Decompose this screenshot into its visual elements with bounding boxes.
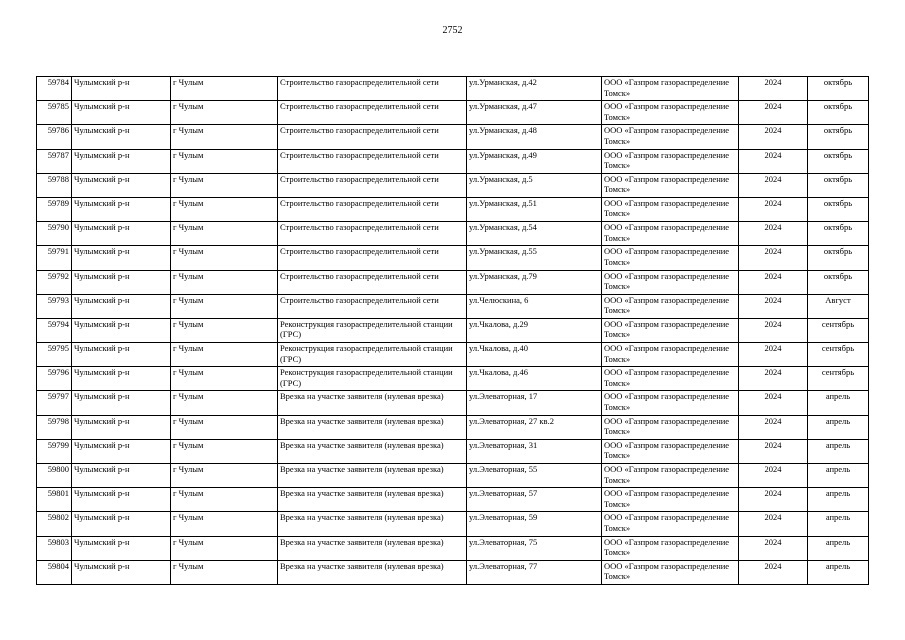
cell-organization: ООО «Газпром газораспределение Томск»	[602, 536, 739, 560]
registry-table	[36, 76, 869, 585]
cell-organization: ООО «Газпром газораспределение Томск»	[602, 391, 739, 415]
table-row	[37, 512, 869, 536]
cell-number: 59786	[37, 125, 72, 149]
cell-year: 2024	[739, 488, 808, 512]
cell-district: Чулымский р-н	[72, 560, 171, 584]
cell-organization: ООО «Газпром газораспределение Томск»	[602, 512, 739, 536]
cell-work-type: Строительство газораспределительной сети	[278, 246, 467, 270]
cell-locality: г Чулым	[171, 560, 278, 584]
cell-year: 2024	[739, 439, 808, 463]
cell-year: 2024	[739, 512, 808, 536]
cell-month: октябрь	[808, 270, 869, 294]
cell-district: Чулымский р-н	[72, 101, 171, 125]
cell-number: 59788	[37, 173, 72, 197]
cell-year: 2024	[739, 536, 808, 560]
cell-district: Чулымский р-н	[72, 77, 171, 101]
cell-district: Чулымский р-н	[72, 439, 171, 463]
cell-month: сентябрь	[808, 367, 869, 391]
cell-locality: г Чулым	[171, 222, 278, 246]
cell-district: Чулымский р-н	[72, 222, 171, 246]
cell-month: апрель	[808, 391, 869, 415]
cell-address: ул.Урманская, д.55	[467, 246, 602, 270]
cell-locality: г Чулым	[171, 125, 278, 149]
cell-month: апрель	[808, 560, 869, 584]
cell-number: 59784	[37, 77, 72, 101]
cell-locality: г Чулым	[171, 536, 278, 560]
cell-address: ул.Чкалова, д.46	[467, 367, 602, 391]
cell-year: 2024	[739, 246, 808, 270]
cell-number: 59790	[37, 222, 72, 246]
cell-number: 59792	[37, 270, 72, 294]
cell-month: апрель	[808, 536, 869, 560]
cell-district: Чулымский р-н	[72, 318, 171, 342]
cell-organization: ООО «Газпром газораспределение Томск»	[602, 246, 739, 270]
table-row	[37, 343, 869, 367]
cell-year: 2024	[739, 101, 808, 125]
cell-month: сентябрь	[808, 318, 869, 342]
cell-district: Чулымский р-н	[72, 367, 171, 391]
cell-organization: ООО «Газпром газораспределение Томск»	[602, 173, 739, 197]
cell-number: 59796	[37, 367, 72, 391]
table-row	[37, 149, 869, 173]
cell-year: 2024	[739, 367, 808, 391]
cell-locality: г Чулым	[171, 464, 278, 488]
cell-work-type: Реконструкция газораспределительной станции (ГРС)	[278, 367, 467, 391]
cell-number: 59785	[37, 101, 72, 125]
cell-year: 2024	[739, 560, 808, 584]
cell-month: октябрь	[808, 149, 869, 173]
table-row	[37, 560, 869, 584]
cell-work-type: Врезка на участке заявителя (нулевая врезка)	[278, 415, 467, 439]
cell-year: 2024	[739, 270, 808, 294]
cell-number: 59802	[37, 512, 72, 536]
cell-district: Чулымский р-н	[72, 415, 171, 439]
cell-address: ул.Урманская, д.79	[467, 270, 602, 294]
cell-organization: ООО «Газпром газораспределение Томск»	[602, 560, 739, 584]
cell-year: 2024	[739, 464, 808, 488]
cell-work-type: Строительство газораспределительной сети	[278, 197, 467, 221]
cell-locality: г Чулым	[171, 488, 278, 512]
cell-organization: ООО «Газпром газораспределение Томск»	[602, 101, 739, 125]
table-row	[37, 125, 869, 149]
table-row	[37, 222, 869, 246]
cell-address: ул.Элеваторная, 59	[467, 512, 602, 536]
cell-work-type: Врезка на участке заявителя (нулевая врезка)	[278, 512, 467, 536]
cell-locality: г Чулым	[171, 101, 278, 125]
cell-work-type: Врезка на участке заявителя (нулевая врезка)	[278, 536, 467, 560]
cell-work-type: Строительство газораспределительной сети	[278, 101, 467, 125]
table-row	[37, 439, 869, 463]
cell-work-type: Строительство газораспределительной сети	[278, 270, 467, 294]
cell-district: Чулымский р-н	[72, 536, 171, 560]
table-row	[37, 270, 869, 294]
cell-locality: г Чулым	[171, 173, 278, 197]
page-number: 2752	[442, 25, 463, 36]
table-row	[37, 246, 869, 270]
cell-organization: ООО «Газпром газораспределение Томск»	[602, 197, 739, 221]
cell-district: Чулымский р-н	[72, 391, 171, 415]
cell-number: 59799	[37, 439, 72, 463]
cell-month: апрель	[808, 488, 869, 512]
table-row	[37, 173, 869, 197]
cell-locality: г Чулым	[171, 415, 278, 439]
cell-address: ул.Урманская, д.49	[467, 149, 602, 173]
cell-work-type: Врезка на участке заявителя (нулевая врезка)	[278, 439, 467, 463]
cell-address: ул.Урманская, д.48	[467, 125, 602, 149]
cell-work-type: Врезка на участке заявителя (нулевая врезка)	[278, 488, 467, 512]
cell-locality: г Чулым	[171, 318, 278, 342]
cell-locality: г Чулым	[171, 197, 278, 221]
cell-address: ул.Урманская, д.42	[467, 77, 602, 101]
cell-organization: ООО «Газпром газораспределение Томск»	[602, 270, 739, 294]
cell-work-type: Строительство газораспределительной сети	[278, 294, 467, 318]
table-row	[37, 415, 869, 439]
cell-month: октябрь	[808, 101, 869, 125]
cell-month: октябрь	[808, 222, 869, 246]
cell-work-type: Строительство газораспределительной сети	[278, 173, 467, 197]
cell-address: ул.Урманская, д.5	[467, 173, 602, 197]
cell-year: 2024	[739, 294, 808, 318]
cell-organization: ООО «Газпром газораспределение Томск»	[602, 464, 739, 488]
cell-work-type: Строительство газораспределительной сети	[278, 125, 467, 149]
cell-organization: ООО «Газпром газораспределение Томск»	[602, 222, 739, 246]
cell-locality: г Чулым	[171, 367, 278, 391]
cell-organization: ООО «Газпром газораспределение Томск»	[602, 149, 739, 173]
cell-organization: ООО «Газпром газораспределение Томск»	[602, 77, 739, 101]
cell-district: Чулымский р-н	[72, 343, 171, 367]
cell-number: 59804	[37, 560, 72, 584]
cell-address: ул.Элеваторная, 31	[467, 439, 602, 463]
cell-year: 2024	[739, 415, 808, 439]
cell-year: 2024	[739, 77, 808, 101]
cell-address: ул.Урманская, д.54	[467, 222, 602, 246]
cell-district: Чулымский р-н	[72, 173, 171, 197]
cell-locality: г Чулым	[171, 512, 278, 536]
cell-number: 59791	[37, 246, 72, 270]
cell-month: апрель	[808, 415, 869, 439]
cell-locality: г Чулым	[171, 77, 278, 101]
cell-address: ул.Элеваторная, 27 кв.2	[467, 415, 602, 439]
cell-address: ул.Элеваторная, 77	[467, 560, 602, 584]
cell-year: 2024	[739, 125, 808, 149]
cell-address: ул.Элеваторная, 57	[467, 488, 602, 512]
table-row	[37, 318, 869, 342]
cell-organization: ООО «Газпром газораспределение Томск»	[602, 439, 739, 463]
cell-organization: ООО «Газпром газораспределение Томск»	[602, 367, 739, 391]
cell-district: Чулымский р-н	[72, 197, 171, 221]
cell-work-type: Реконструкция газораспределительной станции (ГРС)	[278, 318, 467, 342]
table-row	[37, 197, 869, 221]
cell-number: 59797	[37, 391, 72, 415]
cell-address: ул.Урманская, д.47	[467, 101, 602, 125]
cell-address: ул.Элеваторная, 75	[467, 536, 602, 560]
cell-address: ул.Элеваторная, 17	[467, 391, 602, 415]
table-row	[37, 391, 869, 415]
cell-district: Чулымский р-н	[72, 488, 171, 512]
table-row	[37, 367, 869, 391]
cell-district: Чулымский р-н	[72, 512, 171, 536]
cell-year: 2024	[739, 222, 808, 246]
cell-month: апрель	[808, 464, 869, 488]
cell-number: 59793	[37, 294, 72, 318]
cell-year: 2024	[739, 149, 808, 173]
cell-work-type: Строительство газораспределительной сети	[278, 77, 467, 101]
cell-month: апрель	[808, 439, 869, 463]
cell-number: 59800	[37, 464, 72, 488]
cell-year: 2024	[739, 197, 808, 221]
cell-year: 2024	[739, 318, 808, 342]
cell-number: 59803	[37, 536, 72, 560]
cell-organization: ООО «Газпром газораспределение Томск»	[602, 488, 739, 512]
table-row	[37, 488, 869, 512]
cell-number: 59789	[37, 197, 72, 221]
cell-month: октябрь	[808, 246, 869, 270]
cell-month: октябрь	[808, 197, 869, 221]
cell-work-type: Строительство газораспределительной сети	[278, 222, 467, 246]
table-row	[37, 294, 869, 318]
cell-locality: г Чулым	[171, 270, 278, 294]
cell-month: апрель	[808, 512, 869, 536]
cell-work-type: Врезка на участке заявителя (нулевая врезка)	[278, 464, 467, 488]
cell-district: Чулымский р-н	[72, 464, 171, 488]
cell-address: ул.Урманская, д.51	[467, 197, 602, 221]
cell-number: 59794	[37, 318, 72, 342]
cell-locality: г Чулым	[171, 294, 278, 318]
table-row	[37, 101, 869, 125]
cell-locality: г Чулым	[171, 439, 278, 463]
cell-work-type: Врезка на участке заявителя (нулевая врезка)	[278, 391, 467, 415]
cell-district: Чулымский р-н	[72, 246, 171, 270]
cell-district: Чулымский р-н	[72, 149, 171, 173]
cell-address: ул.Чкалова, д.29	[467, 318, 602, 342]
cell-address: ул.Чкалова, д.40	[467, 343, 602, 367]
cell-month: Август	[808, 294, 869, 318]
cell-organization: ООО «Газпром газораспределение Томск»	[602, 294, 739, 318]
cell-locality: г Чулым	[171, 149, 278, 173]
table-row	[37, 464, 869, 488]
cell-locality: г Чулым	[171, 343, 278, 367]
cell-locality: г Чулым	[171, 391, 278, 415]
cell-month: октябрь	[808, 173, 869, 197]
cell-locality: г Чулым	[171, 246, 278, 270]
table-row	[37, 77, 869, 101]
cell-organization: ООО «Газпром газораспределение Томск»	[602, 318, 739, 342]
cell-number: 59801	[37, 488, 72, 512]
cell-organization: ООО «Газпром газораспределение Томск»	[602, 125, 739, 149]
cell-address: ул.Элеваторная, 55	[467, 464, 602, 488]
cell-year: 2024	[739, 343, 808, 367]
cell-organization: ООО «Газпром газораспределение Томск»	[602, 343, 739, 367]
cell-number: 59798	[37, 415, 72, 439]
cell-year: 2024	[739, 173, 808, 197]
cell-district: Чулымский р-н	[72, 270, 171, 294]
cell-number: 59795	[37, 343, 72, 367]
cell-work-type: Реконструкция газораспределительной станции (ГРС)	[278, 343, 467, 367]
cell-month: октябрь	[808, 77, 869, 101]
cell-organization: ООО «Газпром газораспределение Томск»	[602, 415, 739, 439]
cell-district: Чулымский р-н	[72, 294, 171, 318]
cell-number: 59787	[37, 149, 72, 173]
table-row	[37, 536, 869, 560]
cell-address: ул.Челюскина, 6	[467, 294, 602, 318]
cell-year: 2024	[739, 391, 808, 415]
cell-month: сентябрь	[808, 343, 869, 367]
table-body	[37, 77, 869, 585]
cell-district: Чулымский р-н	[72, 125, 171, 149]
cell-work-type: Строительство газораспределительной сети	[278, 149, 467, 173]
cell-month: октябрь	[808, 125, 869, 149]
cell-work-type: Врезка на участке заявителя (нулевая врезка)	[278, 560, 467, 584]
